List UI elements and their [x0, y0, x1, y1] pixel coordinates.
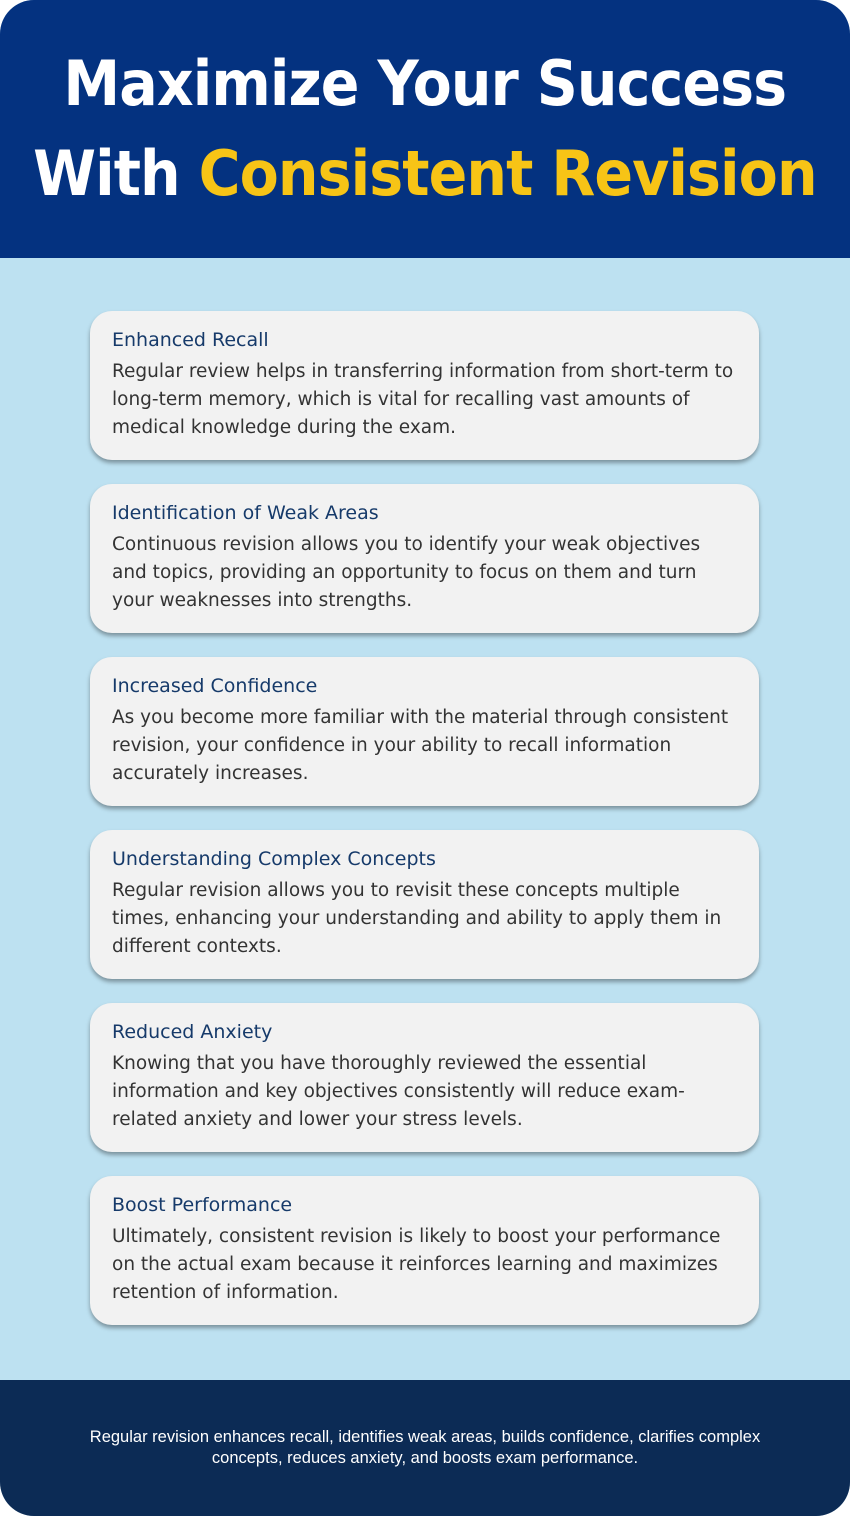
footer-banner: [0, 1380, 850, 1516]
footer-summary: Regular revision enhances recall, identifies weak areas, builds confidence, clarifies complex concepts, reduces anxiety, and boosts exam performance.: [89, 1428, 761, 1467]
benefit-card-weak-areas: [90, 484, 759, 633]
benefit-title: Enhanced Recall: [112, 329, 269, 351]
benefit-card-boost-performance: [90, 1176, 759, 1325]
benefit-list: [90, 311, 759, 1349]
benefit-title: Boost Performance: [112, 1194, 293, 1216]
benefit-title: Increased Confidence: [112, 675, 318, 697]
benefit-description: Regular revision allows you to revisit these concepts multiple times, enhancing your understanding and ability to apply them in different contexts.: [112, 880, 722, 957]
benefit-card-complex-concepts: [90, 830, 759, 979]
benefit-description: Knowing that you have thoroughly reviewed the essential information and key objectives consistently will reduce exam-related anxiety and lower your stress levels.: [112, 1053, 685, 1130]
benefit-card-enhanced-recall: [90, 311, 759, 460]
benefit-description: Continuous revision allows you to identify your weak objectives and topics, providing an opportunity to focus on them and turn your weaknesses into strengths.: [112, 534, 701, 611]
benefit-card-reduced-anxiety: [90, 1003, 759, 1152]
title-line-2: [33, 129, 817, 219]
benefit-title: Reduced Anxiety: [112, 1021, 273, 1043]
title-line-2-prefix: With: [33, 137, 199, 210]
title-line-1: Maximize Your Success: [63, 47, 787, 120]
benefit-card-confidence: [90, 657, 759, 806]
benefit-description: Ultimately, consistent revision is likely to boost your performance on the actual exam because it reinforces learning and maximizes retention of information.: [112, 1226, 721, 1303]
title-accent: Consistent Revision: [198, 137, 817, 210]
benefit-title: Understanding Complex Concepts: [112, 848, 436, 870]
benefit-description: Regular review helps in transferring information from short-term to long-term memory, which is vital for recalling vast amounts of medical knowledge during the exam.: [112, 361, 734, 438]
header-banner: [0, 0, 850, 258]
benefit-title: Identification of Weak Areas: [112, 502, 379, 524]
benefit-description: As you become more familiar with the material through consistent revision, your confidence in your ability to recall information accurately increases.: [112, 707, 729, 784]
